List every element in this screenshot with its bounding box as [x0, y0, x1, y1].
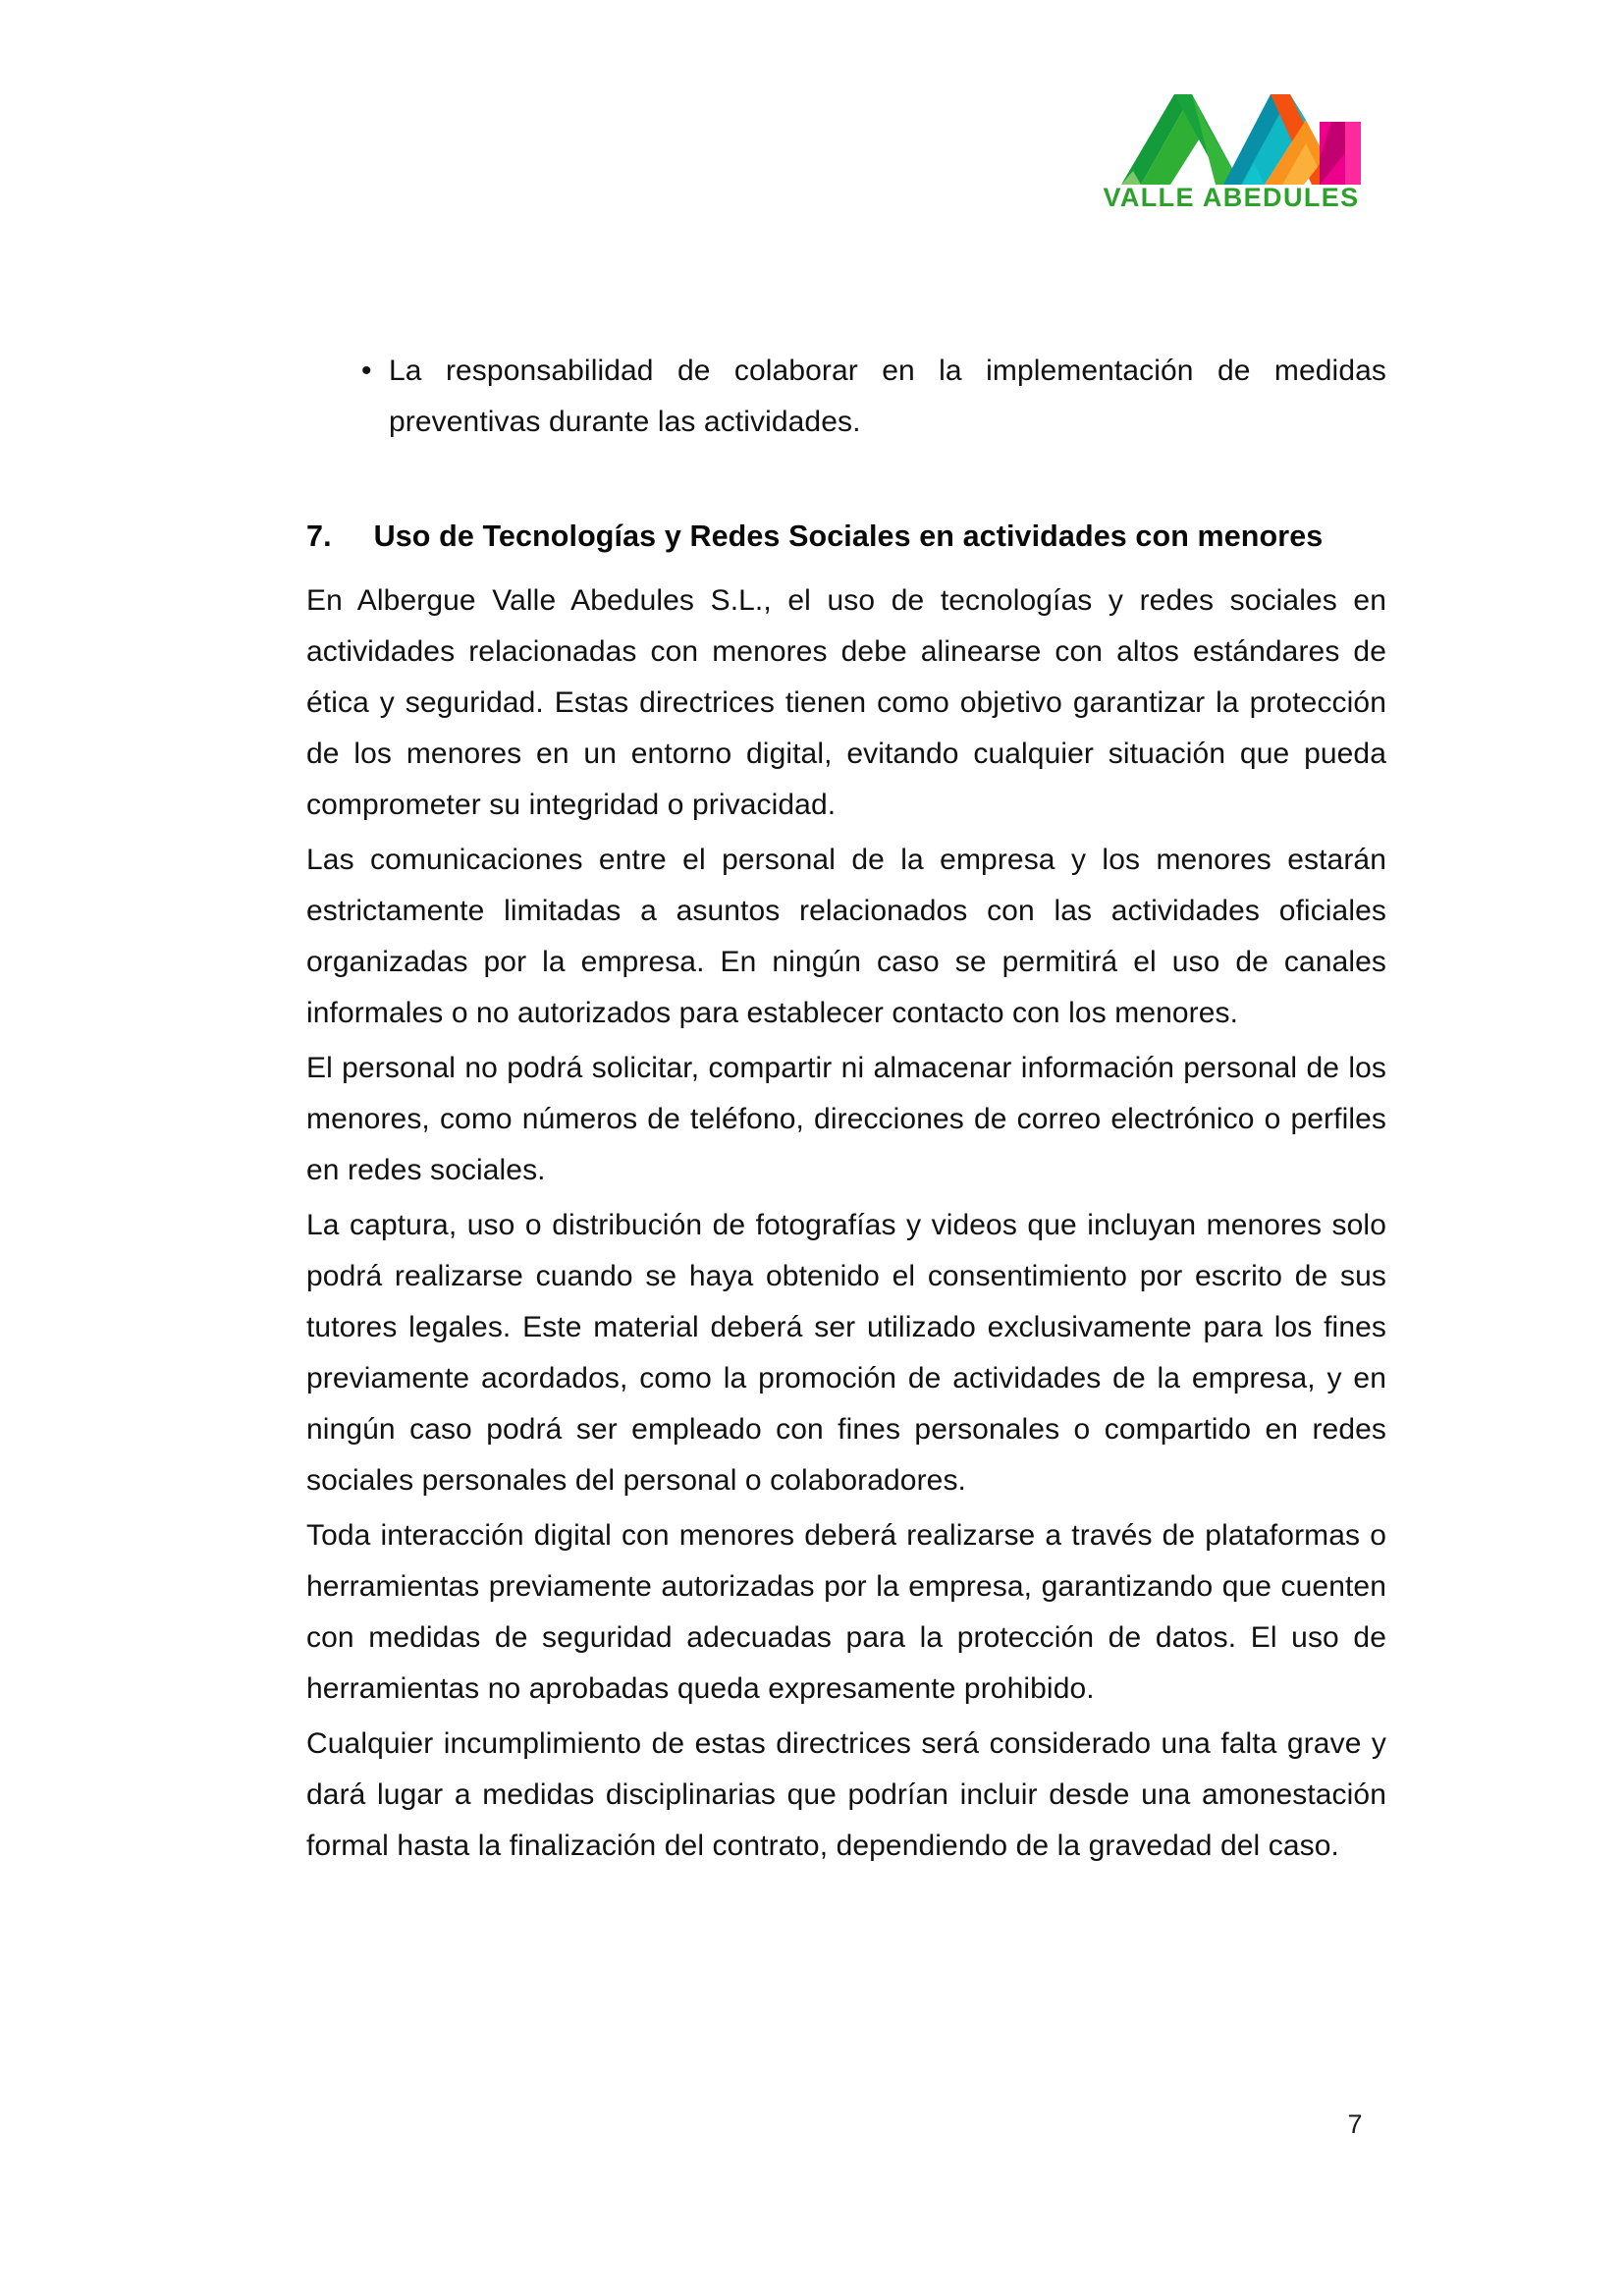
paragraph-3: El personal no podrá solicitar, compartir ni almacenar información personal de los menores, como números de teléfono, direcciones de correo electrónico o perfiles en redes sociales. [306, 1052, 1386, 1186]
company-logo [1098, 86, 1365, 234]
paragraph-2: Las comunicaciones entre el personal de la empresa y los menores estarán estrictamente limitadas a asuntos relacionados con las actividades oficiales organizadas por la empresa. En ningún caso se permitirá el uso de canales informales o no autorizados para establecer contacto con los menores. [306, 844, 1386, 1029]
logo-wordmark: VALLE ABEDULES [1103, 183, 1360, 212]
valle-abedules-mountain-logo-icon [1098, 86, 1365, 194]
list-item: • La responsabilidad de colaborar en la implementación de medidas preventivas durante las actividades. [306, 346, 1386, 448]
page-header [0, 0, 1623, 246]
section-heading: 7. Uso de Tecnologías y Redes Sociales en actividades con menores [306, 519, 1324, 553]
heading-spacer [306, 448, 1386, 513]
paragraph-1: En Albergue Valle Abedules S.L., el uso de tecnologías y redes sociales en actividades relacionadas con menores debe alinearse con altos estándares de ética y seguridad. Estas directrices tienen como objetivo garantizar la protección de los menores en un entorno digital, evitando cualquier situación que pueda comprometer su integridad o privacidad. [306, 584, 1386, 821]
document-body [306, 346, 1386, 1872]
bullet-list [306, 346, 1386, 448]
paragraph-6: Cualquier incumplimiento de estas directrices será considerado una falta grave y dará lugar a medidas disciplinarias que podrían incluir desde una amonestación formal hasta la finalización del contrato, dependiendo de la gravedad del caso. [306, 1727, 1386, 1862]
page-number: 7 [1347, 2109, 1363, 2139]
paragraph-4: La captura, uso o distribución de fotografías y videos que incluyan menores solo podrá realizarse cuando se haya obtenido el consentimiento por escrito de sus tutores legales. Este material deberá ser utilizado exclusivamente para los fines previamente acordados, como la promoción de actividades de la empresa, y en ningún caso podrá ser empleado con fines personales o compartido en redes sociales personales del personal o colaboradores. [306, 1209, 1386, 1497]
paragraph-5: Toda interacción digital con menores deberá realizarse a través de plataformas o herramientas previamente autorizadas por la empresa, garantizando que cuenten con medidas de seguridad adecuadas para la protección de datos. El uso de herramientas no aprobadas queda expresamente prohibido. [306, 1519, 1386, 1705]
